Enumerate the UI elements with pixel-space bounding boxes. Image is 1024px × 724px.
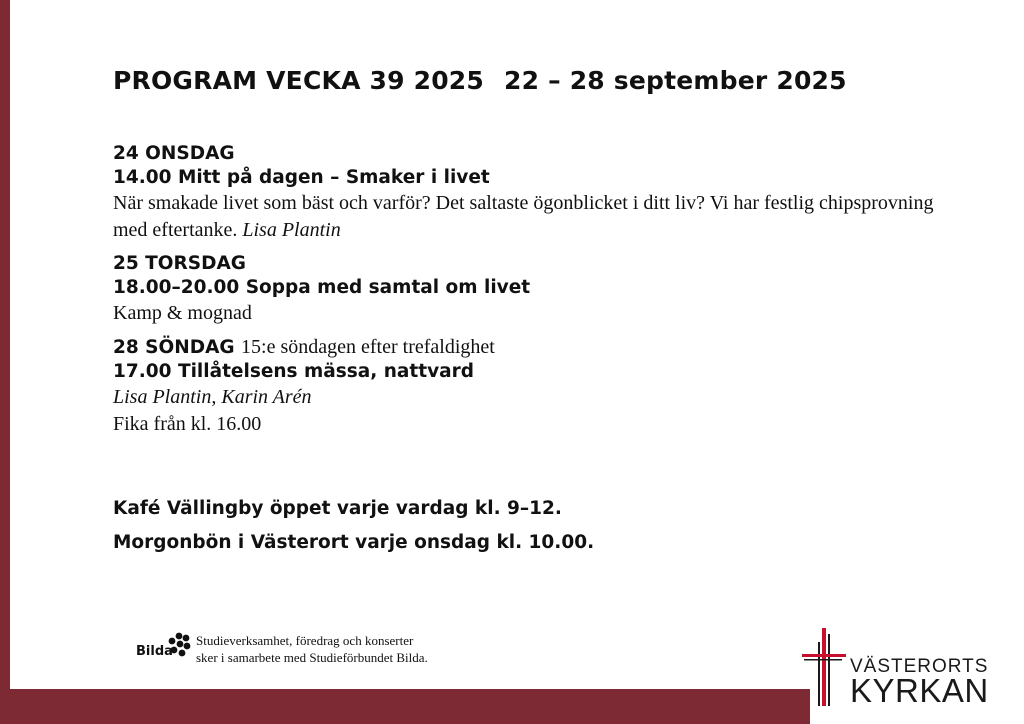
event-day-note: 15:e söndagen efter trefaldighet [241,336,495,358]
notices [113,497,594,565]
bilda-line-1: Studieverksamhet, föredrag och konserter [196,633,414,648]
event-wednesday [113,142,953,244]
cross-icon [800,628,848,708]
bilda-credit [136,632,428,666]
bottom-accent-bar [0,689,810,724]
event-description: Kamp & mognad [113,302,252,324]
notice-cafe: Kafé Vällingby öppet varje vardag kl. 9–12. [113,498,562,519]
bilda-logo-text: Bilda [136,644,173,659]
bilda-text [196,632,428,666]
event-description: Fika från kl. 16.00 [113,413,262,435]
left-accent-bar [0,0,10,724]
church-logo [800,628,1000,708]
event-speaker [113,384,953,411]
church-logo-bottom: KYRKAN [850,672,989,709]
event-speaker: Lisa Plantin [242,219,341,241]
event-speaker-text: Lisa Plantin, Karin Arén [113,386,312,408]
event-description-text: När smakade livet som bäst och varför? Det saltaste ögonblicket i ditt liv? Vi har festlig chipsprovning med eftertanke. [113,192,934,241]
church-logo-top: VÄSTERORTS [850,656,989,677]
program-title: PROGRAM VECKA 39 2025 [113,66,484,95]
page-title [113,66,847,95]
bilda-logo [136,632,194,662]
notice-morning-prayer: Morgonbön i Västerort varje onsdag kl. 10.00. [113,532,595,553]
event-day: 24 ONSDAG [113,143,235,164]
event-title: 18.00–20.00 Soppa med samtal om livet [113,277,531,298]
event-description [113,190,953,244]
event-day-row [113,335,953,360]
bilda-line-2: sker i samarbete med Studieförbundet Bilda. [196,650,428,665]
event-day: 28 SÖNDAG [113,337,235,358]
event-sunday [113,335,953,438]
event-thursday [113,252,953,327]
date-range: 22 – 28 september 2025 [504,66,847,95]
event-title: 17.00 Tillåtelsens mässa, nattvard [113,361,474,382]
event-list [113,142,953,446]
event-day: 25 TORSDAG [113,253,246,274]
event-title: 14.00 Mitt på dagen – Smaker i livet [113,167,490,188]
